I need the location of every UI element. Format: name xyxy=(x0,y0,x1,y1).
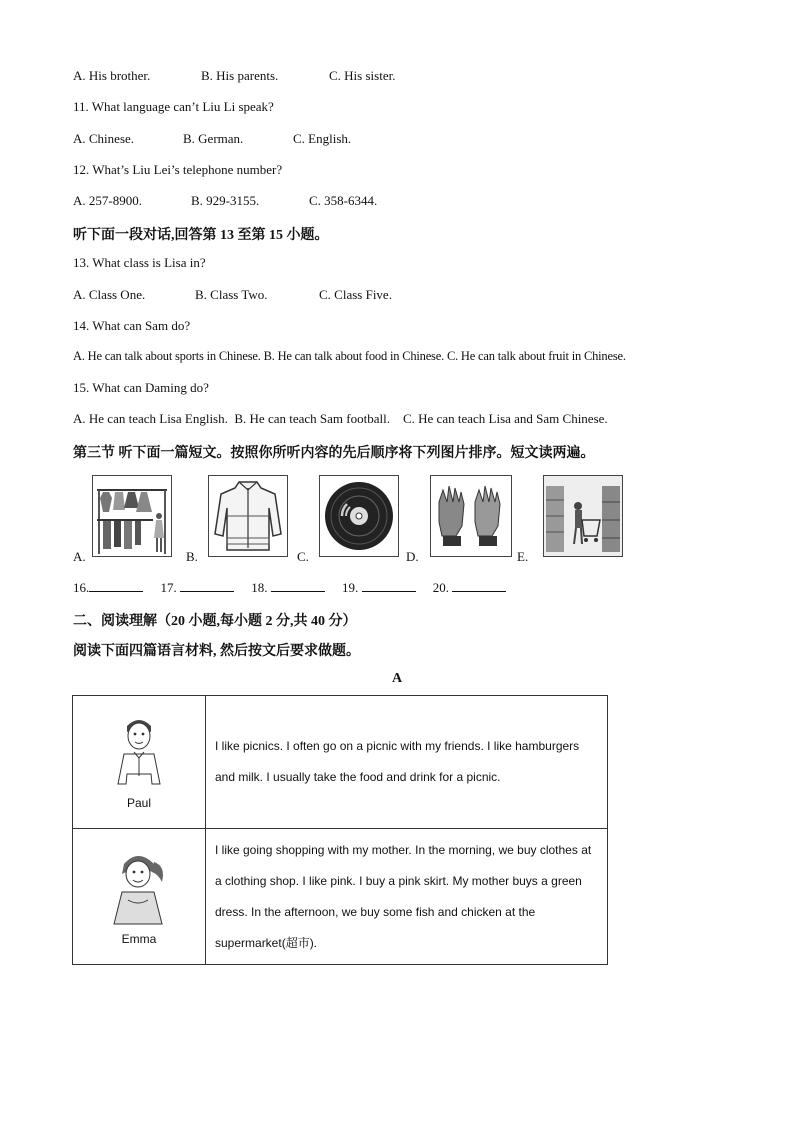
q11-options xyxy=(73,131,351,147)
part2-title: 二、阅读理解（20 小题,每小题 2 分,共 40 分） xyxy=(73,614,357,629)
person-text-emma: I like going shopping with my mother. In the morning, we buy clothes at a clothing shop. I like pink. I buy a pink skirt. My mother buys a green dress. In the afternoon, we buy some fish and chicken at the supermarket(超市). xyxy=(206,829,608,965)
q11-option-b: B. German. xyxy=(183,131,244,146)
q13-options xyxy=(73,287,392,303)
q13-text: 13. What class is Lisa in? xyxy=(73,255,206,270)
q14-text: 14. What can Sam do? xyxy=(73,318,191,333)
picture-letter-c: C. xyxy=(297,549,309,564)
clothes-shop-icon xyxy=(92,475,172,557)
q15-options xyxy=(73,411,608,427)
picture-letter-a: A. xyxy=(73,549,86,564)
q13-option-a: A. Class One. xyxy=(73,287,146,302)
q14-option-b: B. He can talk about food in Chinese. xyxy=(263,349,444,363)
answer-16[interactable]: 16. xyxy=(73,579,143,596)
answer-17[interactable]: 17. xyxy=(161,579,235,596)
supermarket-icon xyxy=(543,475,623,557)
q14-options xyxy=(73,349,626,364)
q14-option-c: C. He can talk about fruit in Chinese. xyxy=(446,349,626,363)
q12-options xyxy=(73,193,377,209)
picture-letter-b: B. xyxy=(186,549,198,564)
q12-option-b: B. 929-3155. xyxy=(191,193,260,208)
answer-20[interactable]: 20. xyxy=(433,579,507,596)
q12-text: 12. What’s Liu Lei’s telephone number? xyxy=(73,162,283,177)
cd-disc-icon xyxy=(319,475,399,557)
person-name-paul: Paul xyxy=(126,796,152,810)
q15-option-a: A. He can teach Lisa English. xyxy=(73,411,228,426)
q11-option-c: C. English. xyxy=(293,131,352,146)
person-cell-emma xyxy=(73,829,206,965)
picture-row xyxy=(73,475,633,565)
q13-option-b: B. Class Two. xyxy=(195,287,268,302)
q12-option-a: A. 257-8900. xyxy=(73,193,142,208)
q10-options xyxy=(73,68,395,84)
answer-blanks xyxy=(73,579,520,596)
person-name-emma: Emma xyxy=(121,931,157,946)
table-row xyxy=(73,696,608,829)
picture-letter-d: D. xyxy=(406,549,419,564)
table-row xyxy=(73,829,608,965)
q14-option-a: A. He can talk about sports in Chinese. xyxy=(73,349,261,363)
answer-18[interactable]: 18. xyxy=(251,579,325,596)
q11-option-a: A. Chinese. xyxy=(73,131,135,146)
boy-avatar-icon xyxy=(114,714,164,792)
person-text-paul: I like picnics. I often go on a picnic with my friends. I like hamburgers and milk. I usually take the food and drink for a picnic. xyxy=(206,696,608,829)
q11-text: 11. What language can’t Liu Li speak? xyxy=(73,99,274,114)
section-a-heading: A xyxy=(391,671,403,686)
q15-text: 15. What can Daming do? xyxy=(73,380,209,395)
q10-option-b: B. His parents. xyxy=(201,68,279,83)
reading-table xyxy=(72,695,608,965)
q15-option-b: B. He can teach Sam football. xyxy=(234,411,390,426)
girl-avatar-icon xyxy=(110,848,168,928)
q13-option-c: C. Class Five. xyxy=(319,287,392,302)
q15-option-c: C. He can teach Lisa and Sam Chinese. xyxy=(402,411,608,426)
answer-19[interactable]: 19. xyxy=(342,579,416,596)
q10-option-a: A. His brother. xyxy=(73,68,151,83)
jacket-icon xyxy=(208,475,288,557)
instruction-13-15: 听下面一段对话,回答第 13 至第 15 小题。 xyxy=(73,228,329,243)
part2-instruction: 阅读下面四篇语言材料, 然后按文后要求做题。 xyxy=(73,644,360,659)
section3-title: 第三节 听下面一篇短文。按照你所听内容的先后顺序将下列图片排序。短文读两遍。 xyxy=(73,446,595,461)
gloves-icon xyxy=(430,475,512,557)
q12-option-c: C. 358-6344. xyxy=(309,193,378,208)
person-cell-paul xyxy=(73,696,206,829)
picture-letter-e: E. xyxy=(517,549,529,564)
q10-option-c: C. His sister. xyxy=(329,68,396,83)
